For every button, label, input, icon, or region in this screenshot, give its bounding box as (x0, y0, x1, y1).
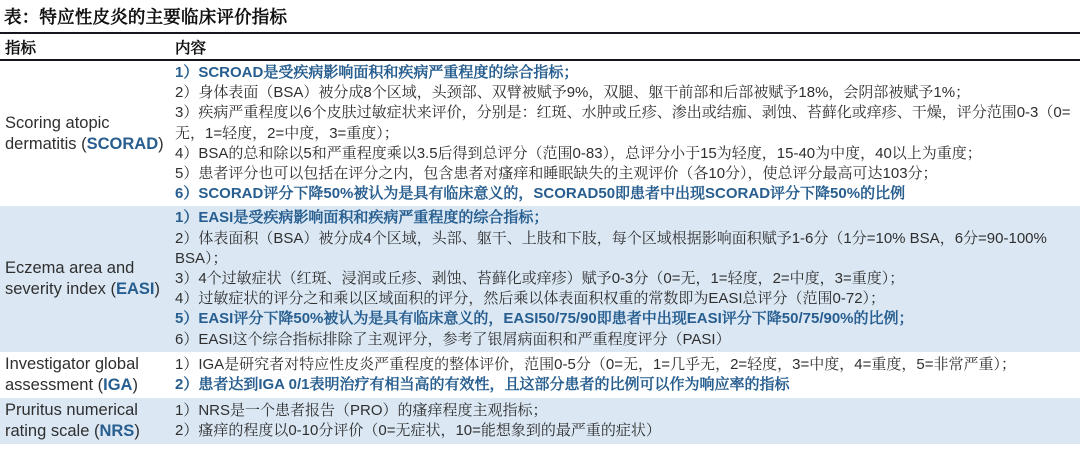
indicator-prefix: Investigator global assessment ( (5, 354, 139, 394)
indicator-cell (0, 400, 172, 442)
header-content: 内容 (175, 39, 207, 57)
indicator-suffix: ) (134, 421, 140, 440)
content-line: 3）4个过敏症状（红斑、浸润或丘疹、剥蚀、苔藓化或痒疹）赋予0-3分（0=无，1=轻度，2=中度，3=重度）； (175, 270, 905, 288)
indicator-abbr: SCORAD (86, 134, 159, 153)
content-line: 6）EASI这个综合指标排除了主观评分，参考了银屑病面积和严重程度评分（PASI） (175, 330, 731, 348)
content-line: 1）IGA是研究者对特应性皮炎严重程度的整体评价，范围0-5分（0=无，1=几乎无，2=轻度，3=中度，4=重度，5=非常严重）； (175, 355, 1016, 373)
header-indicator: 指标 (5, 39, 37, 57)
content-line: 6）SCORAD评分下降50%被认为是具有临床意义的，SCORAD50即患者中出现SCORAD评分下降50%的比例 (175, 185, 906, 203)
content-cell (172, 208, 1080, 349)
content-line: 2）患者达到IGA 0/1表明治疗有相当高的有效性，且这部分患者的比例可以作为响应率的指标 (175, 375, 790, 393)
indicator-prefix: Scoring atopic dermatitis ( (5, 113, 110, 153)
indicator-suffix: ) (132, 375, 138, 394)
content-line: 4）BSA的总和除以5和严重程度乘以3.5后得到总评分（范围0-83），总评分小于15为轻度，15-40为中度，40以上为重度； (175, 144, 982, 162)
indicator-prefix: Eczema area and severity index ( (5, 259, 135, 299)
table-header-row (0, 34, 1080, 59)
table-row (0, 206, 1080, 351)
indicator-suffix: ) (154, 280, 160, 299)
indicator-cell (0, 113, 172, 155)
table-body (0, 61, 1080, 444)
content-cell (172, 401, 1080, 441)
content-line: 1）NRS是一个患者报告（PRO）的瘙痒程度主观指标； (175, 401, 548, 419)
indicator-abbr: IGA (103, 375, 133, 394)
content-line: 3）疾病严重程度以6个皮肤过敏症状来评价，分别是：红斑、水肿或丘疹、渗出或结痂、剥蚀、苔藓化或痒疹、干燥，评分范围0-3（0=无，1=轻度，2=中度，3=重度）； (175, 104, 1071, 142)
content-line: 2）身体表面（BSA）被分成8个区域，头颈部、双臂被赋予9%，双腿、躯干前部和后部被赋予18%，会阴部被赋予1%； (175, 84, 971, 102)
indicator-cell (0, 354, 172, 396)
content-line: 5）EASI评分下降50%被认为是具有临床意义的，EASI50/75/90即患者中出现EASI评分下降50/75/90%的比例； (175, 310, 914, 328)
content-cell (172, 63, 1080, 204)
indicator-abbr: NRS (99, 421, 135, 440)
table-title: 表：特应性皮炎的主要临床评价指标 (4, 7, 288, 27)
indicator-abbr: EASI (115, 280, 155, 299)
content-line: 2）体表面积（BSA）被分成4个区域，头部、躯干、上肢和下肢，每个区域根据影响面积赋予1-6分（1分=10% BSA，6分=90-100% BSA）； (175, 229, 1047, 267)
content-line: 5）患者评分也可以包括在评分之内，包含患者对瘙痒和睡眠缺失的主观评价（各10分），使总评分最高可达103分； (175, 165, 938, 183)
content-line: 1）SCROAD是受疾病影响面积和疾病严重程度的综合指标； (175, 64, 579, 81)
table-row (0, 352, 1080, 398)
indicator-prefix: Pruritus numerical rating scale ( (5, 400, 138, 440)
indicator-suffix: ) (158, 134, 164, 153)
content-line: 1）EASI是受疾病影响面积和疾病严重程度的综合指标； (175, 209, 549, 227)
content-line: 2）瘙痒的程度以0-10分评价（0=无症状，10=能想象到的最严重的症状） (175, 421, 661, 439)
indicator-cell (0, 258, 172, 300)
table-row (0, 61, 1080, 206)
table-row (0, 398, 1080, 444)
content-line: 4）过敏症状的评分之和乘以区域面积的评分，然后乘以体表面积权重的常数即为EASI总评分（范围0-72）； (175, 290, 886, 308)
content-cell (172, 355, 1080, 395)
